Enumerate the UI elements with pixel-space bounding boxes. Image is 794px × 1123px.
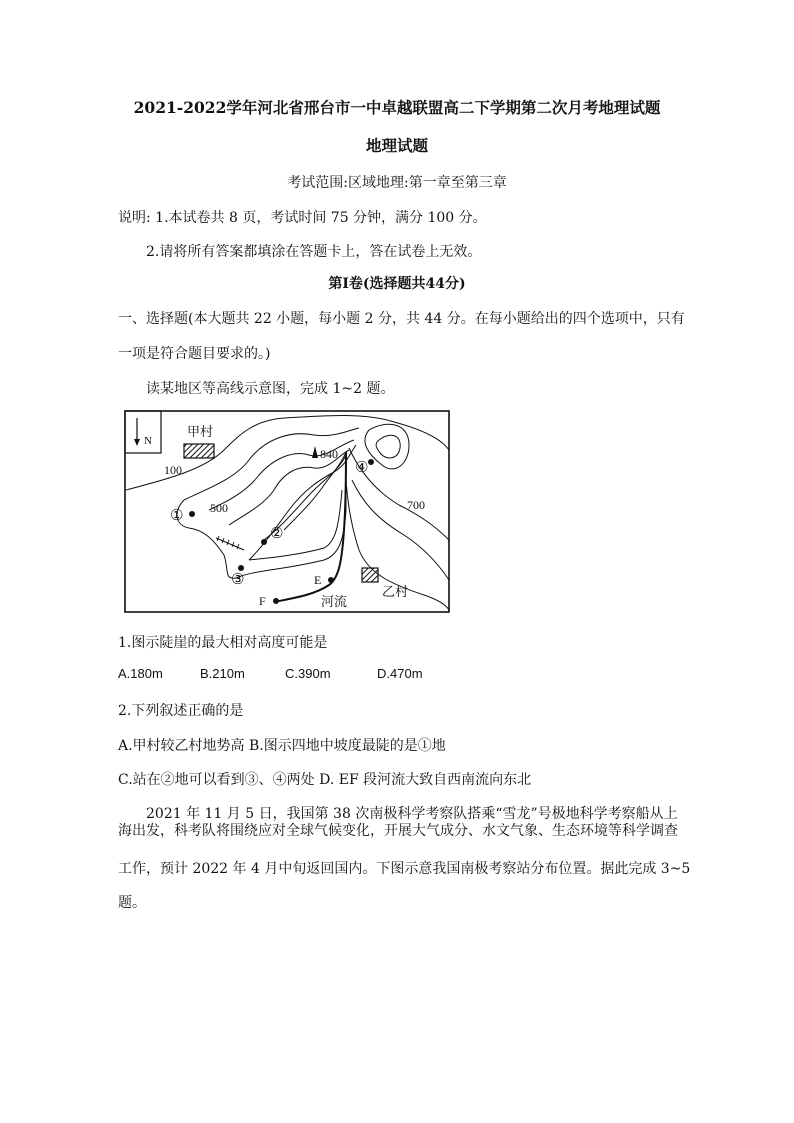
point-e: E xyxy=(314,573,322,587)
section-title: 第Ⅰ卷(选择题共44分) xyxy=(328,276,466,292)
site-4: ④ xyxy=(355,460,369,476)
section-instruction-2: 一项是符合题目要求的。) xyxy=(118,346,271,362)
exam-scope: 考试范围:区域地理:第一章至第三章 xyxy=(287,175,507,191)
q1-option-d: D.470m xyxy=(377,666,423,681)
q2-options-line-1: A.甲村较乙村地势高 B.图示四地中坡度最陡的是①地 xyxy=(118,738,446,754)
peak-label: 840 xyxy=(320,447,338,461)
village-b-label: 乙村 xyxy=(382,584,409,599)
passage-line-3: 工作，预计 2022 年 4 月中旬返回国内。下图示意我国南极考察站分布位置。据此完成 3~5 xyxy=(118,861,691,877)
contour-700: 700 xyxy=(407,498,425,512)
q2-options-line-2: C.站在②地可以看到③、④两处 D. EF 段河流大致自西南流向东北 xyxy=(118,772,532,788)
site-1: ① xyxy=(170,508,184,524)
q1-option-c: C.390m xyxy=(285,666,331,681)
passage-line-4: 题。 xyxy=(118,895,146,911)
site-3: ③ xyxy=(231,572,245,588)
exam-subject: 地理试题 xyxy=(365,136,428,155)
q2-stem: 2.下列叙述正确的是 xyxy=(118,703,244,719)
q1-stem: 1.图示陡崖的最大相对高度可能是 xyxy=(118,635,328,651)
river-label: 河流 xyxy=(321,594,348,609)
q1-option-b: B.210m xyxy=(200,666,245,681)
site-2: ② xyxy=(270,526,284,542)
point-f: F xyxy=(259,594,266,608)
note-line-1: 说明: 1.本试卷共 8 页，考试时间 75 分钟，满分 100 分。 xyxy=(118,210,487,226)
contour-map xyxy=(124,410,450,613)
contour-500: 500 xyxy=(210,501,228,515)
passage-line-1: 2021 年 11 月 5 日，我国第 38 次南极科学考察队搭乘“雪龙”号极地科学考察船从上 xyxy=(146,806,678,822)
section-instruction-1: 一、选择题(本大题共 22 小题，每小题 2 分，共 44 分。在每小题给出的四个选项中，只有 xyxy=(118,311,685,327)
village-b-icon xyxy=(362,568,378,582)
note-line-2: 2.请将所有答案都填涂在答题卡上，答在试卷上无效。 xyxy=(146,244,482,260)
passage-line-2: 海出发，科考队将围绕应对全球气候变化，开展大气成分、水文气象、生态环境等科学调查 xyxy=(118,823,678,839)
village-a-icon xyxy=(184,444,214,458)
map-intro: 读某地区等高线示意图，完成 1~2 题。 xyxy=(146,381,395,397)
north-label: N xyxy=(144,435,152,447)
exam-title: 2021-2022学年河北省邢台市一中卓越联盟高二下学期第二次月考地理试题 xyxy=(133,98,661,117)
q1-option-a: A.180m xyxy=(118,666,163,681)
contour-100: 100 xyxy=(164,463,182,477)
village-a-label: 甲村 xyxy=(187,424,214,439)
